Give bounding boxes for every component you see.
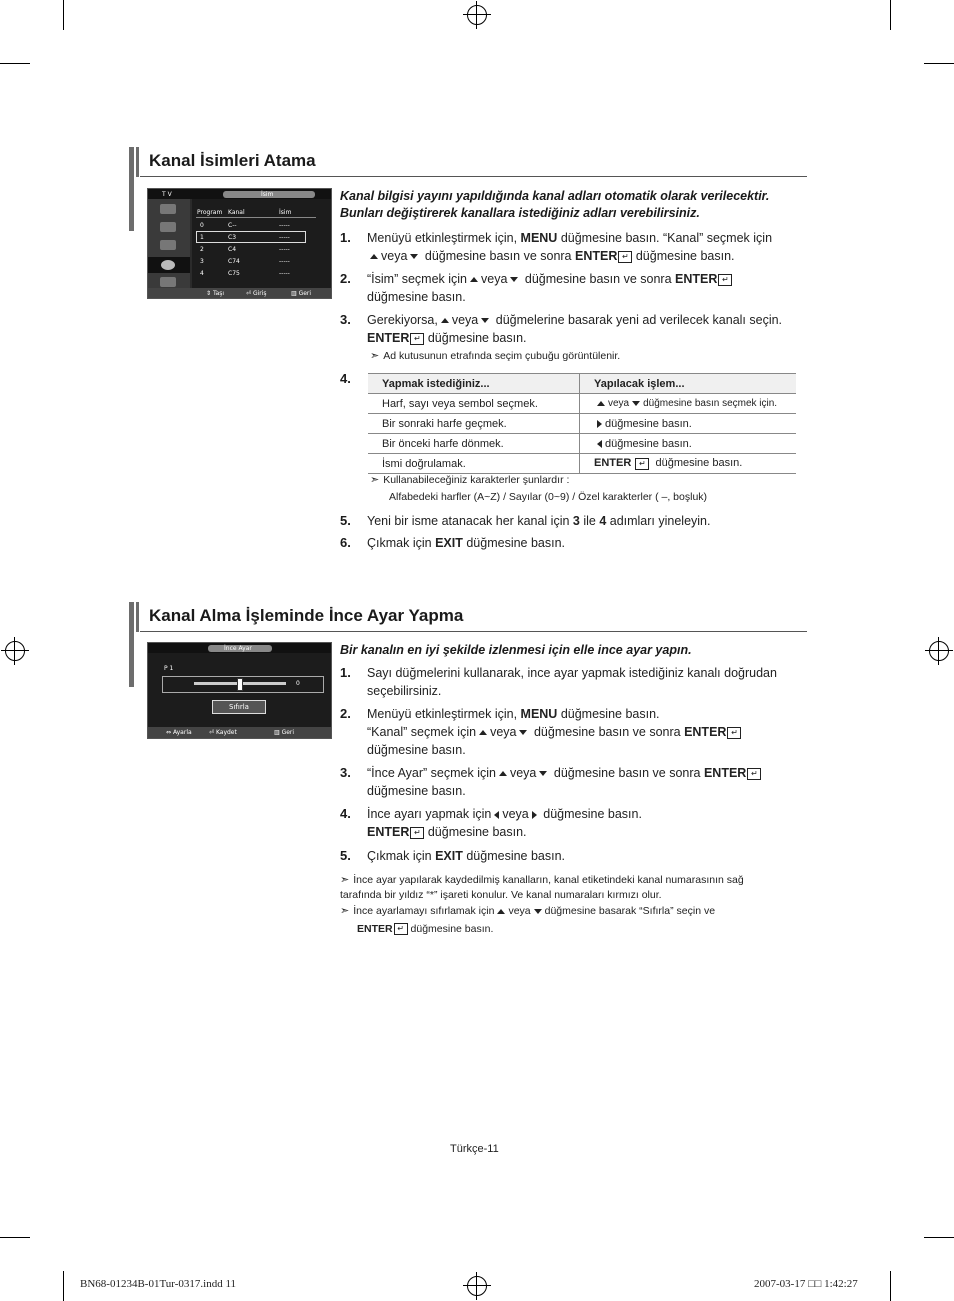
- reset-button[interactable]: Sıfırla: [212, 700, 266, 714]
- left-arrow-icon: [494, 811, 499, 819]
- note: Alfabedeki harfler (A~Z) / Sayılar (0~9) / Özel karakterler ( –, boşluk): [389, 491, 708, 503]
- up-arrow-icon: [499, 771, 507, 776]
- crop-mark: [924, 1237, 954, 1238]
- enter-icon: ↵: [718, 274, 732, 286]
- screen-row-program: 2: [200, 246, 204, 253]
- crop-mark: [890, 0, 891, 30]
- right-arrow-icon: [532, 811, 537, 819]
- note-arrow-icon: ➣: [340, 874, 350, 886]
- step-number: 1.: [340, 665, 351, 680]
- operations-table: [368, 373, 796, 474]
- input-icon: [160, 277, 176, 287]
- channel-icon: [160, 240, 176, 250]
- screen-row-program: 0: [200, 222, 204, 229]
- footer-file: BN68-01234B-01Tur-0317.indd 11: [80, 1278, 237, 1290]
- crop-mark: [0, 63, 30, 64]
- section-bar: [136, 602, 139, 632]
- footer-date: 2007-03-17 □□ 1:42:27: [754, 1278, 858, 1290]
- up-arrow-icon: [497, 909, 505, 914]
- enter-icon: ↵: [618, 251, 632, 263]
- down-arrow-icon: [481, 318, 489, 323]
- crop-mark: [63, 1271, 64, 1301]
- section-intro: Kanal bilgisi yayını yapıldığında kanal adları otomatik olarak verilecektir. Bunları değiştirerek kanallara istediğiniz adları verebilirsiniz.: [340, 189, 770, 220]
- table-row: İsmi doğrulamak. ENTER ↵ düğmesine basın.: [368, 454, 796, 474]
- note: ➣ İnce ayar yapılarak kaydedilmiş kanalların, kanal etiketindeki kanal numarasının sağ tarafında bir yıldız “*” işareti konulur. Ve kanal numaraları kırmızı olur.: [340, 874, 744, 901]
- up-arrow-icon: [479, 730, 487, 735]
- down-arrow-icon: [519, 730, 527, 735]
- table-row: Bir sonraki harfe geçmek. düğmesine basın.: [368, 414, 796, 434]
- screen-row-kanal: C75: [228, 270, 240, 277]
- screen-row-kanal: C--: [228, 222, 237, 229]
- section-divider: [140, 631, 807, 632]
- down-arrow-icon: [410, 254, 418, 259]
- crop-mark: [63, 0, 64, 30]
- section-bar: [129, 147, 134, 231]
- note: ENTER ↵ düğmesine basın.: [357, 923, 494, 935]
- note-arrow-icon: ➣: [370, 474, 380, 486]
- step-2: Menüyü etkinleştirmek için, MENU düğmesine basın. “Kanal” seçmek için veya düğmesine basın ve sonra ENTER ↵ düğmesine basın.: [367, 705, 807, 759]
- table-header: Yapmak istediğiniz...: [368, 374, 580, 394]
- crop-mark: [890, 1271, 891, 1301]
- screen-row-program: 1: [200, 234, 204, 241]
- down-arrow-icon: [510, 277, 518, 282]
- right-arrow-icon: [597, 420, 602, 428]
- setup-icon: [161, 260, 175, 270]
- screen-row-isim: -----: [279, 270, 290, 277]
- note: ➣ Ad kutusunun etrafında seçim çubuğu görüntülenir.: [370, 350, 621, 362]
- step-number: 6.: [340, 535, 351, 550]
- step-number: 4.: [340, 806, 351, 821]
- step-1: Sayı düğmelerini kullanarak, ince ayar yapmak istediğiniz kanalı doğrudan seçebilirsiniz.: [367, 666, 777, 698]
- screen-row-kanal: C3: [228, 234, 237, 241]
- step-4: İnce ayarı yapmak için veya düğmesine basın. ENTER ↵ düğmesine basın.: [367, 807, 642, 839]
- slider-value: 0: [296, 680, 300, 687]
- note-arrow-icon: ➣: [340, 905, 350, 917]
- table-row: Harf, sayı veya sembol seçmek. veya düğmesine basın seçmek için.: [368, 394, 796, 414]
- step-6: Çıkmak için EXIT düğmesine basın.: [367, 536, 566, 550]
- step-number: 5.: [340, 513, 351, 528]
- section-bar: [136, 147, 139, 177]
- note: ➣ İnce ayarlamayı sıfırlamak için veya düğmesine basarak “Sıfırla” seçin ve: [340, 905, 716, 917]
- footer-adjust: ⇔ Ayarla: [166, 729, 192, 736]
- screen-row-isim: -----: [279, 246, 290, 253]
- footer-move: ⇕ Taşı: [206, 290, 225, 297]
- up-arrow-icon: [441, 318, 449, 323]
- crop-mark: [0, 1237, 30, 1238]
- crop-mark: [924, 63, 954, 64]
- step-5: Yeni bir isme atanacak her kanal için 3 ile 4 adımları yineleyin.: [367, 514, 711, 528]
- menu-title: İnce Ayar: [224, 645, 252, 652]
- table-row: Bir önceki harfe dönmek. düğmesine basın.: [368, 434, 796, 454]
- picture-icon: [160, 204, 176, 214]
- footer-back: ▥ Geri: [274, 729, 295, 736]
- registration-mark-icon: [467, 1276, 487, 1296]
- enter-icon: ↵: [727, 727, 741, 739]
- step-5: Çıkmak için EXIT düğmesine basın.: [367, 849, 566, 863]
- step-1: Menüyü etkinleştirmek için, MENU düğmesine basın. “Kanal” seçmek için veya düğmesine basın ve sonra ENTER ↵ düğmesine basın.: [367, 231, 773, 263]
- step-3: “İnce Ayar” seçmek için veya düğmesine basın ve sonra ENTER ↵ düğmesine basın.: [367, 764, 807, 800]
- table-header: Yapılacak işlem...: [580, 374, 797, 394]
- footer-back: ▥ Geri: [291, 290, 312, 297]
- col-program: Program: [197, 209, 223, 216]
- step-3: Gerekiyorsa, veya düğmelerine basarak yeni ad verilecek kanalı seçin. ENTER ↵ düğmesine basın.: [367, 313, 783, 345]
- enter-icon: ↵: [635, 458, 649, 470]
- step-2: “İsim” seçmek için veya düğmesine basın ve sonra ENTER ↵ düğmesine basın.: [367, 270, 807, 306]
- step-number: 5.: [340, 848, 351, 863]
- note-arrow-icon: ➣: [370, 350, 380, 362]
- enter-icon: ↵: [747, 768, 761, 780]
- page-number: Türkçe-11: [450, 1143, 499, 1155]
- step-number: 2.: [340, 271, 351, 286]
- col-isim: İsim: [279, 209, 292, 216]
- section-divider: [140, 176, 807, 177]
- footer-save: ⏎ Kaydet: [209, 729, 237, 736]
- up-arrow-icon: [370, 254, 378, 259]
- slider-handle[interactable]: [237, 678, 243, 691]
- enter-icon: ↵: [394, 923, 408, 935]
- step-number: 1.: [340, 230, 351, 245]
- screen-row-kanal: C74: [228, 258, 240, 265]
- down-arrow-icon: [632, 401, 640, 406]
- enter-icon: ↵: [410, 333, 424, 345]
- registration-mark-icon: [929, 641, 949, 661]
- up-arrow-icon: [597, 401, 605, 406]
- section-title: Kanal İsimleri Atama: [149, 151, 316, 170]
- screen-row-kanal: C4: [228, 246, 237, 253]
- menu-title: İsim: [261, 191, 274, 198]
- up-arrow-icon: [470, 277, 478, 282]
- screen-row-program: 4: [200, 270, 204, 277]
- registration-mark-icon: [5, 641, 25, 661]
- screen-row-isim: -----: [279, 234, 290, 241]
- section-title: Kanal Alma İşleminde İnce Ayar Yapma: [149, 606, 464, 625]
- enter-icon: ↵: [410, 827, 424, 839]
- tv-label: T V: [162, 191, 172, 198]
- tv-menu-screen-name: [147, 188, 332, 299]
- step-number: 3.: [340, 765, 351, 780]
- section-bar: [129, 602, 134, 687]
- footer-enter: ⏎ Giriş: [246, 290, 267, 297]
- tv-menu-screen-fine-tune: [147, 642, 332, 739]
- down-arrow-icon: [539, 771, 547, 776]
- col-kanal: Kanal: [228, 209, 245, 216]
- step-number: 4.: [340, 371, 351, 386]
- step-number: 2.: [340, 706, 351, 721]
- note: ➣ Kullanabileceğiniz karakterler şunlardır :: [370, 474, 570, 486]
- screen-row-isim: -----: [279, 258, 290, 265]
- screen-row-isim: -----: [279, 222, 290, 229]
- step-number: 3.: [340, 312, 351, 327]
- registration-mark-icon: [467, 5, 487, 25]
- section-intro: Bir kanalın en iyi şekilde izlenmesi için elle ince ayar yapın.: [340, 643, 692, 657]
- screen-row-program: 3: [200, 258, 204, 265]
- down-arrow-icon: [534, 909, 542, 914]
- program-label: P 1: [164, 665, 174, 672]
- sound-icon: [160, 222, 176, 232]
- left-arrow-icon: [597, 440, 602, 448]
